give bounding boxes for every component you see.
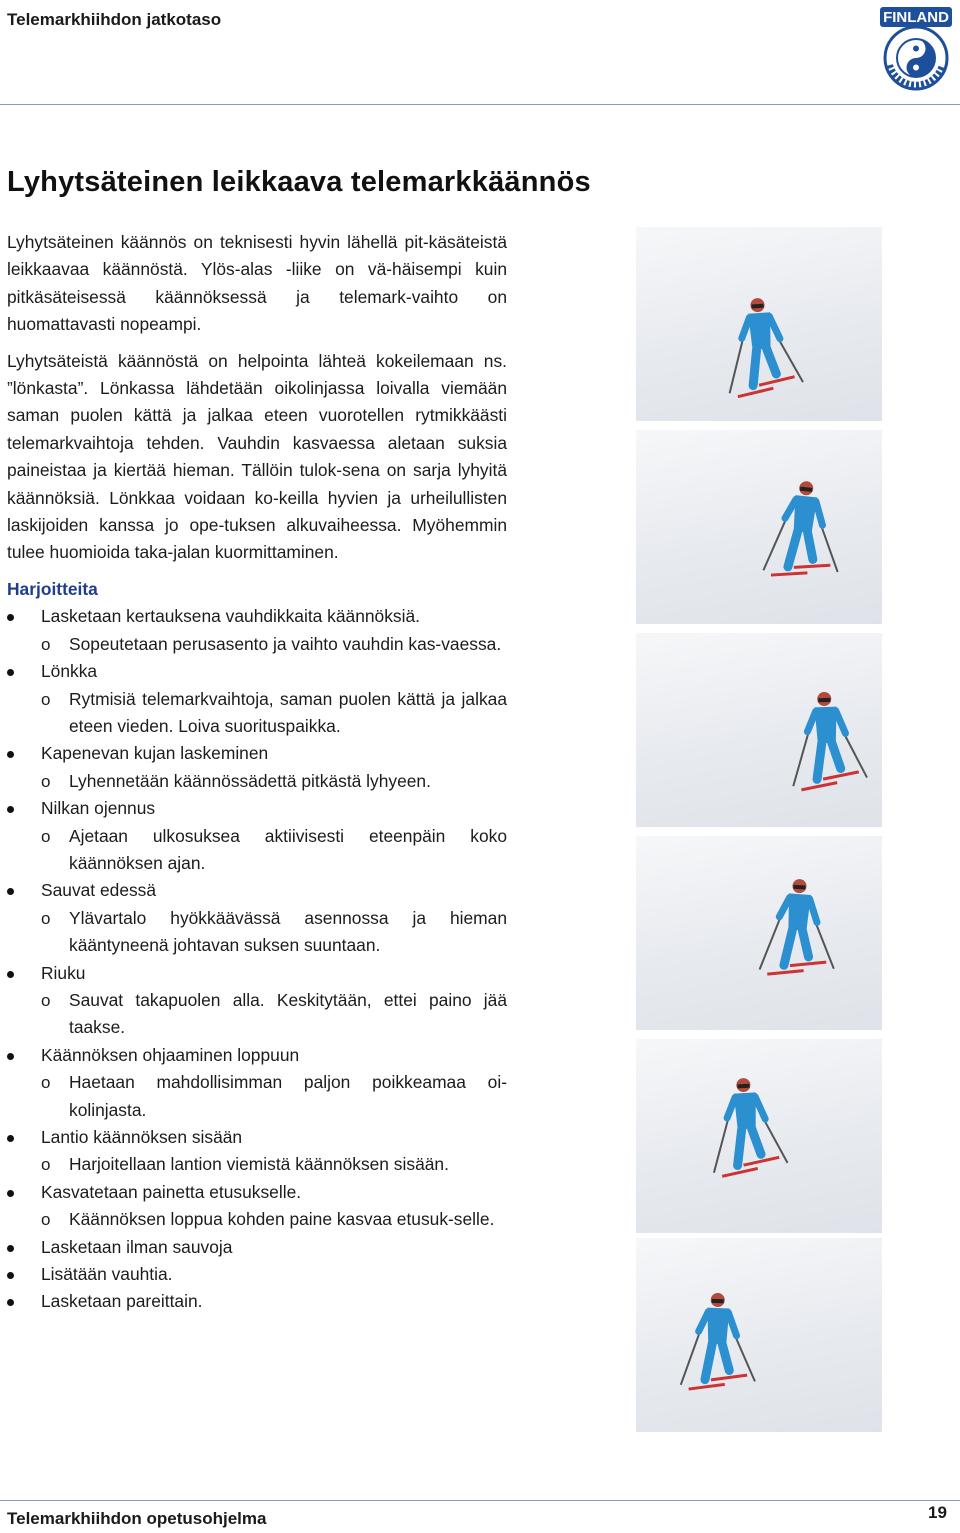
exercise-sub-text: Harjoitellaan lantion viemistä käännöksen sisään. <box>69 1154 449 1175</box>
exercise-label: Lantio käännöksen sisään <box>41 1127 243 1147</box>
lonkka-paragraph: Lyhytsäteistä käännöstä on helpointa lähteä kokeilemaan ns. ”lönkasta”. Lönkassa lähdetään oikolinjassa loivalla viemään saman puolen kättä ja jalkaa eteen vuorotellen rytmikkäästi telemarkvaihtoja tehden. Vauhdin kasvaessa aletaan suksia paineistaa ja kiertää hieman. Tällöin tulok-sena on sarja lyhyitä käännöksiä. Lönkkaa voidaan ko-keilla hyvien ja urheilullisten laskijoiden kanssa jo ope-tuksen alkuvaiheessa. Myöhemmin tulee huomioida taka-jalan kuormittaminen. <box>7 350 507 563</box>
exercise-label: Kapenevan kujan laskeminen <box>41 743 269 764</box>
exercise-sub-text: Lyhennetään käännössädettä pitkästä lyhyeen. <box>69 770 431 791</box>
exercise-item <box>7 1042 507 1124</box>
exercise-label: Lasketaan pareittain. <box>41 1291 203 1312</box>
body-text-column <box>7 229 507 1316</box>
exercise-sub-text: Haetaan mahdollisimman paljon poikkeamaa oi-kolinjasta. <box>69 1072 507 1120</box>
exercise-item <box>7 1124 507 1179</box>
exercise-sub-list <box>41 631 507 658</box>
exercise-item <box>7 1234 507 1261</box>
exercise-item <box>7 740 507 795</box>
intro-paragraph: Lyhytsäteinen käännös on teknisesti hyvin lähellä pit-käsäteistä leikkaavaa käännöstä. Ylös-alas -liike on vä-häisempi kuin pitkäsäteisessä käännöksessä ja telemark-vaihto on huomattavasti nopeampi. <box>7 232 507 335</box>
exercise-sub-item <box>41 987 507 1042</box>
exercise-sub-item <box>41 905 507 960</box>
sub-bullet-icon: o <box>41 634 51 654</box>
sub-bullet-icon: o <box>41 689 51 709</box>
bullet-icon <box>7 751 14 758</box>
bullet-icon <box>7 806 14 813</box>
sub-bullet-icon: o <box>41 1155 51 1175</box>
exercise-sub-list <box>41 987 507 1042</box>
footer-title: Telemarkhiihdon opetusohjelma <box>7 1509 267 1528</box>
skier-illustration-1 <box>636 227 882 421</box>
sub-bullet-icon: o <box>41 771 51 791</box>
skier-illustration-4 <box>636 836 882 1030</box>
exercise-item <box>7 658 507 740</box>
bullet-icon <box>7 1135 14 1142</box>
page-title: Lyhytsäteinen leikkaava telemarkkäännös <box>7 166 591 198</box>
bullet-icon <box>7 1190 14 1197</box>
exercise-sub-item <box>41 686 507 741</box>
footer-rule <box>0 1500 960 1501</box>
skier-illustration-5 <box>636 1039 882 1233</box>
exercise-sub-item <box>41 1206 507 1233</box>
sub-bullet-icon: o <box>41 826 51 846</box>
svg-text:FINLAND: FINLAND <box>883 9 949 26</box>
bullet-icon <box>7 1299 14 1306</box>
exercise-sub-list <box>41 768 507 795</box>
exercise-list <box>7 603 507 1316</box>
header-rule <box>0 104 960 105</box>
exercise-sub-list <box>41 686 507 741</box>
exercise-sub-item <box>41 1151 507 1178</box>
bullet-icon <box>7 669 14 676</box>
page-number: 19 <box>928 1503 947 1522</box>
exercise-sub-list <box>41 1151 507 1178</box>
exercise-sub-item <box>41 823 507 878</box>
exercise-sub-item <box>41 631 507 658</box>
exercise-sub-item <box>41 768 507 795</box>
exercise-sub-text: Ajetaan ulkosuksea aktiivisesti eteenpäin koko käännöksen ajan. <box>69 825 507 873</box>
exercise-sub-text: Ylävartalo hyökkäävässä asennossa ja hieman kääntyneenä johtavan suksen suuntaan. <box>69 907 507 956</box>
bullet-icon <box>7 971 14 978</box>
exercise-label: Lönkka <box>41 661 98 682</box>
exercise-sub-text: Rytmisiä telemarkvaihtoja, saman puolen kättä ja jalkaa eteen vieden. Loiva suorituspaikka. <box>69 688 507 736</box>
exercise-sub-list <box>41 1069 507 1124</box>
skier-photo-4 <box>636 836 882 1030</box>
skier-illustration-2 <box>636 430 882 624</box>
exercise-label: Kasvatetaan painetta etusukselle. <box>41 1181 302 1202</box>
exercise-item <box>7 603 507 658</box>
bullet-icon <box>7 1245 14 1252</box>
finland-ski-instructors-logo <box>878 5 954 91</box>
exercise-label: Nilkan ojennus <box>41 798 156 819</box>
exercise-item <box>7 960 507 1042</box>
skier-photo-2 <box>636 430 882 624</box>
exercise-sub-text: Käännöksen loppua kohden paine kasvaa etusuk-selle. <box>69 1209 495 1230</box>
exercise-sub-list <box>41 1206 507 1233</box>
exercise-label: Sauvat edessä <box>41 880 157 901</box>
exercise-item <box>7 795 507 877</box>
exercise-item <box>7 877 507 959</box>
exercise-sub-list <box>41 905 507 960</box>
exercise-item <box>7 1288 507 1315</box>
exercise-label: Lisätään vauhtia. <box>41 1264 173 1285</box>
skier-illustration-3 <box>636 633 882 827</box>
exercise-item <box>7 1261 507 1288</box>
bullet-icon <box>7 1272 14 1279</box>
skier-photo-3 <box>636 633 882 827</box>
exercise-sub-item <box>41 1069 507 1124</box>
skier-photo-6 <box>636 1238 882 1432</box>
sub-bullet-icon: o <box>41 1073 51 1093</box>
exercise-label: Käännöksen ohjaaminen loppuun <box>41 1044 300 1065</box>
skier-photo-1 <box>636 227 882 421</box>
exercise-sub-text: Sauvat takapuolen alla. Keskitytään, ettei paino jää taakse. <box>69 989 507 1038</box>
skier-photo-5 <box>636 1039 882 1233</box>
exercise-item <box>7 1179 507 1234</box>
bullet-icon <box>7 1053 14 1060</box>
exercises-heading: Harjoitteita <box>7 578 98 599</box>
exercise-sub-list <box>41 823 507 878</box>
bullet-icon <box>7 614 14 621</box>
skier-illustration-6 <box>636 1238 882 1432</box>
bullet-icon <box>7 888 14 895</box>
exercise-label: Riuku <box>41 962 86 983</box>
sub-bullet-icon: o <box>41 990 51 1010</box>
sub-bullet-icon: o <box>41 908 51 928</box>
header-title: Telemarkhiihdon jatkotaso <box>7 10 222 29</box>
exercise-label: Lasketaan kertauksena vauhdikkaita käännöksiä. <box>41 606 420 627</box>
exercise-sub-text: Sopeutetaan perusasento ja vaihto vauhdin kas-vaessa. <box>69 633 502 654</box>
exercise-label: Lasketaan ilman sauvoja <box>41 1236 233 1257</box>
sub-bullet-icon: o <box>41 1210 51 1230</box>
